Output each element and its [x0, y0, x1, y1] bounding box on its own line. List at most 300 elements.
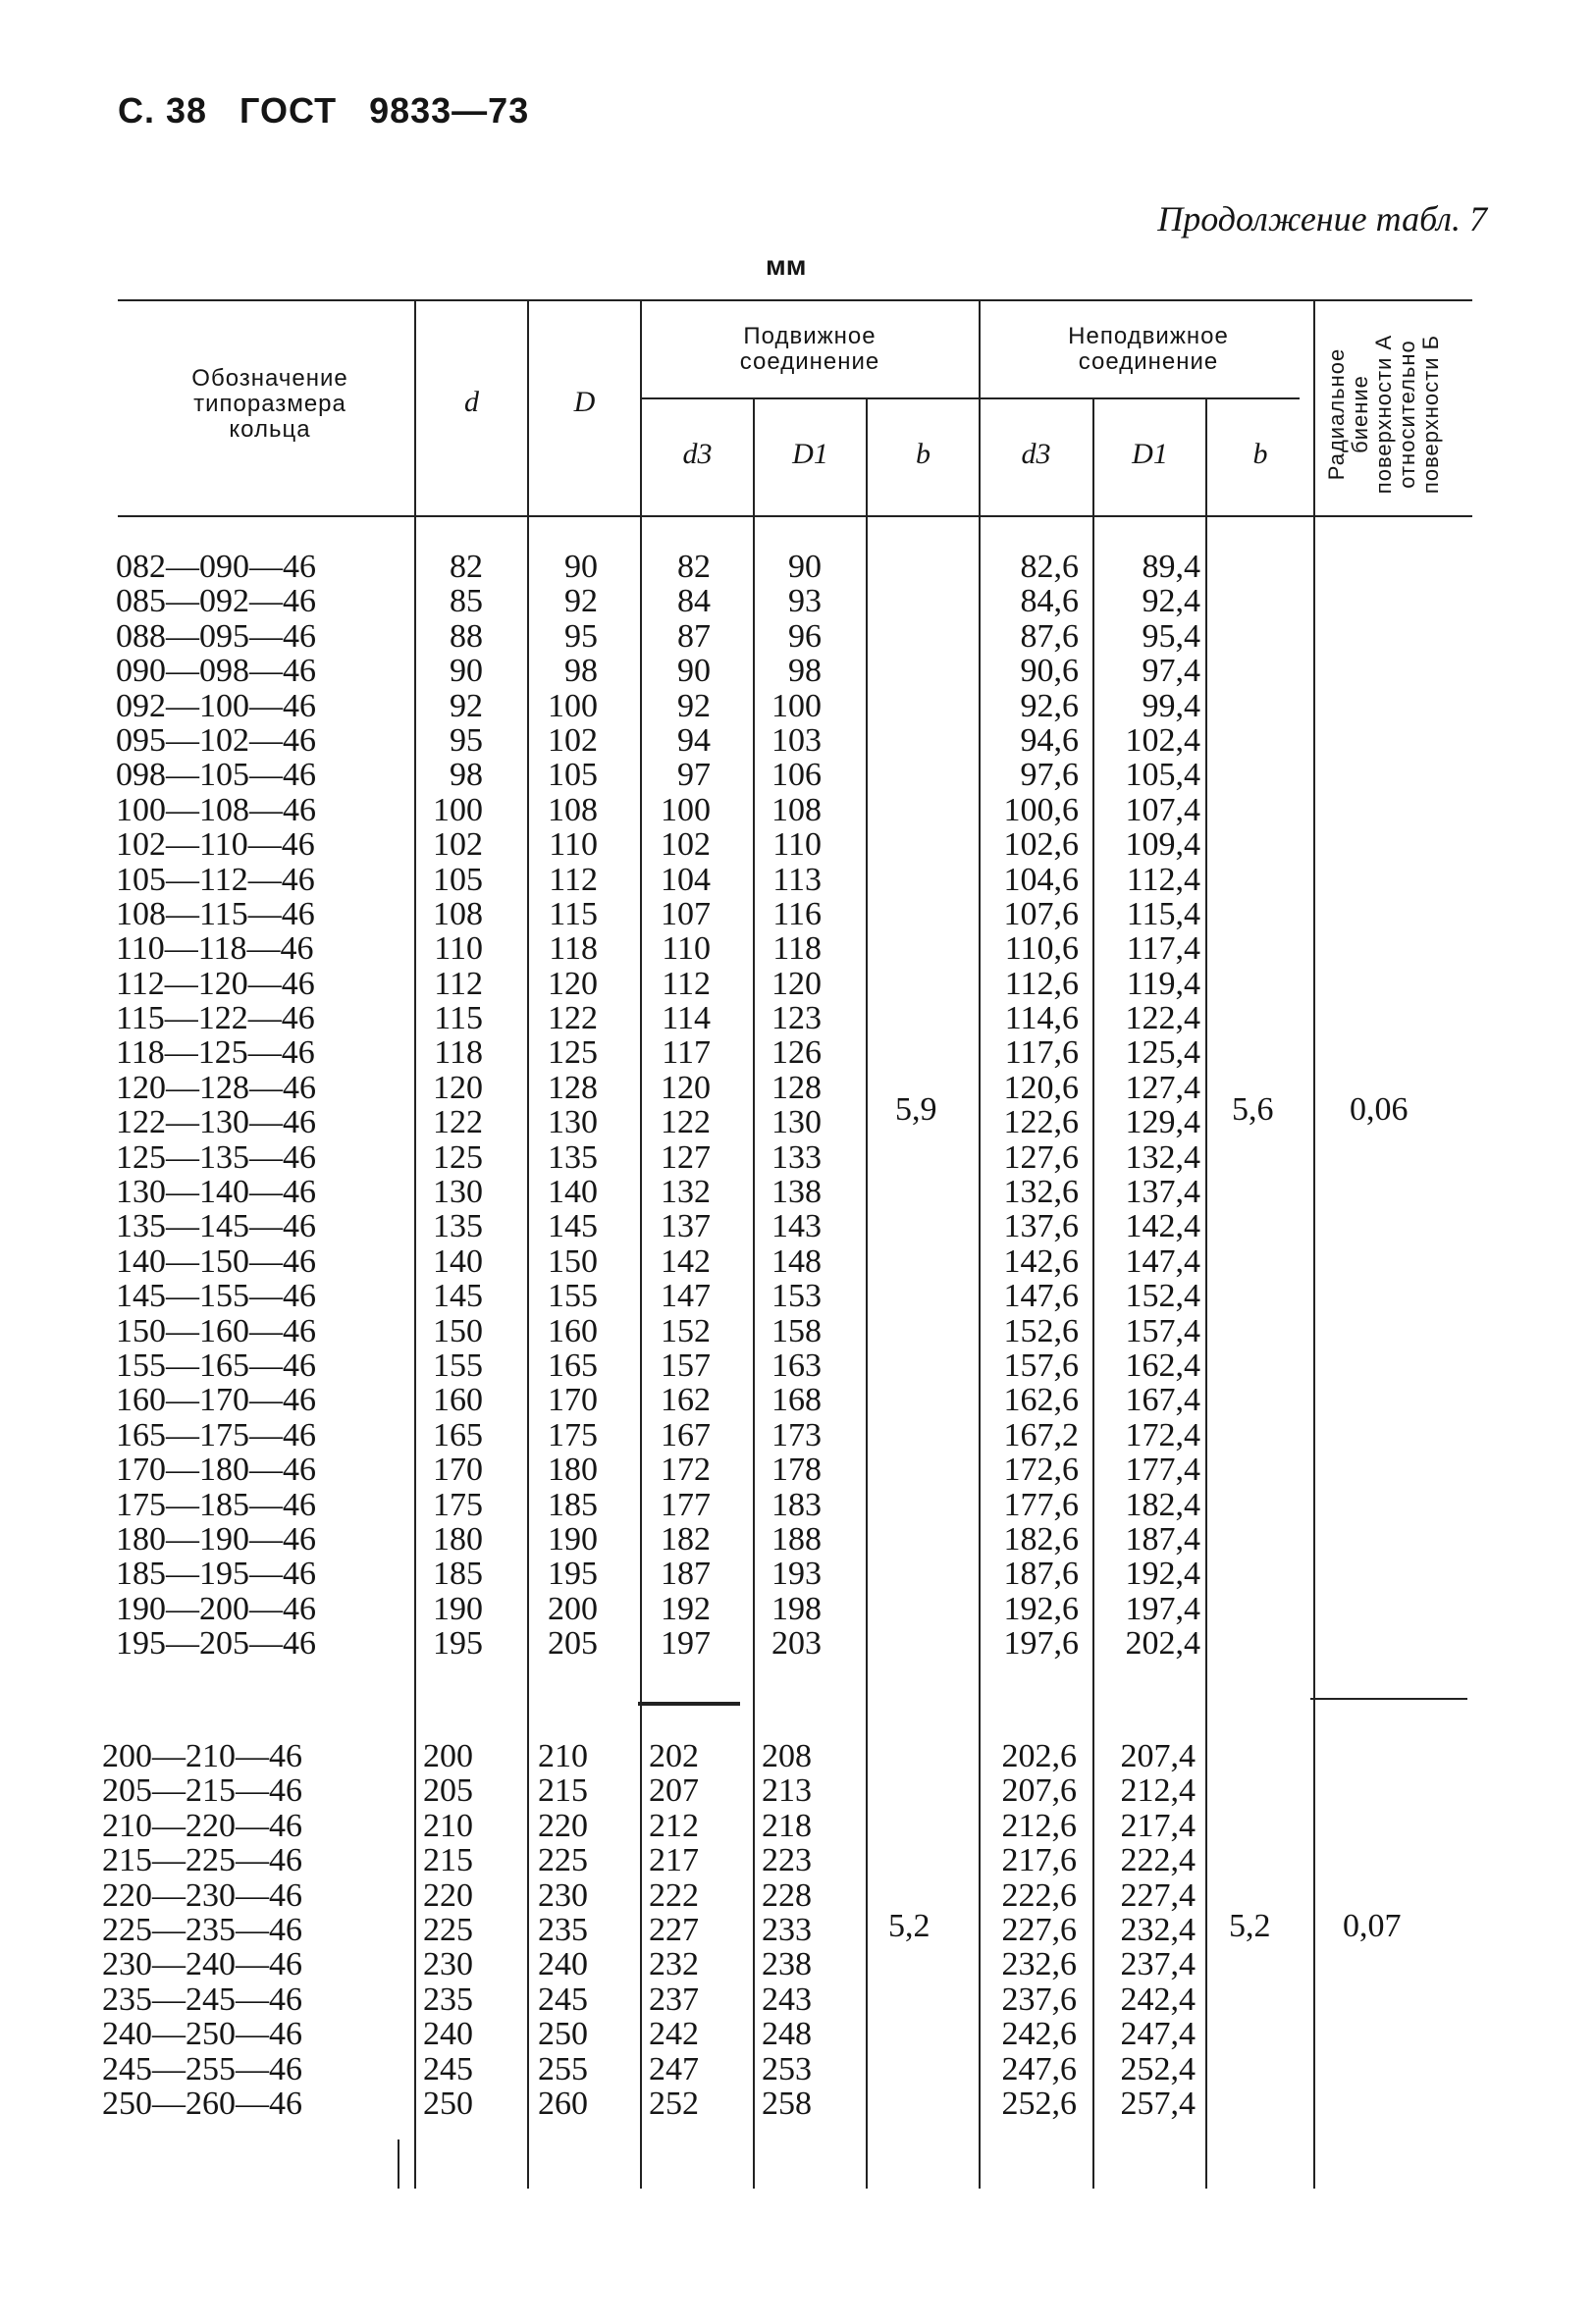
table-cell: 104,6	[1003, 861, 1079, 898]
header-fixed-b: b	[1252, 438, 1268, 470]
table-cell: 100	[661, 791, 711, 828]
group1-movable-d3-column	[642, 550, 711, 1662]
table-cell: 217,6	[1001, 1842, 1077, 1879]
table-cell: 107,4	[1125, 791, 1200, 828]
table-cell: 185	[433, 1556, 483, 1593]
table-cell: 202,4	[1125, 1625, 1200, 1663]
table-cell: 122—130—46	[116, 1104, 316, 1141]
table-cell: 145	[433, 1278, 483, 1315]
table-cell: 150—160—46	[116, 1312, 316, 1349]
table-cell: 132,4	[1125, 1138, 1200, 1176]
table-cell: 114	[662, 1000, 711, 1037]
table-cell: 157,4	[1125, 1312, 1200, 1349]
table-cell: 127	[661, 1138, 711, 1176]
table-cell: 125—135—46	[116, 1138, 316, 1176]
table-cell: 94,6	[1020, 721, 1079, 759]
table-cell: 84	[677, 583, 711, 620]
table-cell: 140—150—46	[116, 1242, 316, 1280]
table-cell: 89,4	[1142, 549, 1200, 585]
table-cell: 255	[538, 2050, 588, 2087]
table-cell: 142,4	[1125, 1208, 1200, 1245]
table-cell: 105—112—46	[116, 861, 315, 898]
group2-movable-b: 5,2	[888, 1908, 930, 1944]
table-cell: 100	[548, 687, 598, 724]
table-cell: 172,4	[1125, 1416, 1200, 1453]
table-cell: 190	[433, 1590, 483, 1627]
table-cell: 132	[661, 1174, 711, 1211]
table-cell: 95	[564, 617, 598, 655]
table-cell: 235—245—46	[102, 1981, 302, 2018]
table-cell: 105	[433, 861, 483, 898]
table-cell: 250—260—46	[102, 2085, 302, 2122]
table-cell: 115,4	[1126, 895, 1200, 932]
table-cell: 110,6	[1004, 930, 1079, 968]
table-cell: 210—220—46	[102, 1807, 302, 1844]
header-subdivision-rule	[640, 397, 1300, 399]
table-cell: 88	[450, 617, 483, 655]
table-cell: 117	[662, 1034, 711, 1072]
table-cell: 104	[661, 861, 711, 898]
table-cell: 100	[771, 687, 822, 724]
table-cell: 147	[661, 1278, 711, 1315]
table-cell: 157,6	[1003, 1347, 1079, 1384]
table-cell: 105	[548, 757, 598, 794]
group1-radial-runout: 0,06	[1350, 1091, 1409, 1128]
table-cell: 93	[788, 583, 822, 620]
table-cell: 110	[772, 826, 822, 864]
table-cell: 100	[433, 791, 483, 828]
table-cell: 162,4	[1125, 1347, 1200, 1384]
table-cell: 258	[762, 2085, 812, 2122]
table-cell: 202	[649, 1738, 699, 1774]
table-cell: 118	[549, 930, 598, 968]
table-cell: 210	[423, 1807, 473, 1844]
table-cell: 135	[548, 1138, 598, 1176]
table-top-rule	[118, 299, 1472, 301]
table-cell: 99,4	[1142, 687, 1200, 724]
table-cell: 95	[450, 721, 483, 759]
header-movable-joint: Подвижное соединение	[739, 323, 880, 375]
table-cell: 227,4	[1120, 1876, 1196, 1914]
table-cell: 105,4	[1125, 757, 1200, 794]
table-cell: 98	[564, 653, 598, 690]
table-cell: 135	[433, 1208, 483, 1245]
table-cell: 090—098—46	[116, 653, 316, 690]
table-cell: 155	[433, 1347, 483, 1384]
table-cell: 102	[433, 826, 483, 864]
group1-D-column	[529, 550, 598, 1662]
table-cell: 168	[771, 1382, 822, 1419]
table-cell: 153	[771, 1278, 822, 1315]
table-cell: 175	[433, 1486, 483, 1523]
table-cell: 252,6	[1001, 2085, 1077, 2122]
table-cell: 122,4	[1125, 1000, 1200, 1037]
table-cell: 90	[450, 653, 483, 690]
column-rule-9	[1313, 299, 1315, 2189]
table-cell: 112	[434, 965, 483, 1002]
table-cell: 130	[771, 1104, 822, 1141]
table-cell: 250	[538, 2016, 588, 2053]
table-cell: 237,6	[1001, 1981, 1077, 2018]
table-cell: 125	[548, 1034, 598, 1072]
table-cell: 240	[538, 1946, 588, 1983]
table-cell: 185—195—46	[116, 1556, 316, 1593]
table-cell: 117,4	[1126, 930, 1200, 968]
table-cell: 127,4	[1125, 1069, 1200, 1106]
table-bottom-left-tick	[398, 2139, 399, 2189]
table-cell: 147,4	[1125, 1242, 1200, 1280]
group2-fixed-D1-column	[1094, 1739, 1196, 2121]
table-cell: 112—120—46	[116, 965, 315, 1002]
group1-d-column	[416, 550, 483, 1662]
table-cell: 205—215—46	[102, 1772, 302, 1810]
table-cell: 238	[762, 1946, 812, 1983]
table-cell: 112	[662, 965, 711, 1002]
table-cell: 98	[450, 757, 483, 794]
table-cell: 225	[423, 1911, 473, 1948]
table-cell: 122	[661, 1104, 711, 1141]
table-cell: 088—095—46	[116, 617, 316, 655]
table-cell: 195—205—46	[116, 1625, 316, 1663]
table-cell: 127,6	[1003, 1138, 1079, 1176]
table-cell: 158	[771, 1312, 822, 1349]
table-cell: 222	[649, 1876, 699, 1914]
table-cell: 092—100—46	[116, 687, 316, 724]
table-cell: 148	[771, 1242, 822, 1280]
table-cell: 183	[771, 1486, 822, 1523]
table-cell: 102—110—46	[116, 826, 315, 864]
table-cell: 215	[538, 1772, 588, 1810]
table-cell: 213	[762, 1772, 812, 1810]
group2-radial-runout: 0,07	[1343, 1908, 1402, 1944]
table-cell: 114,6	[1004, 1000, 1079, 1037]
table-cell: 96	[788, 617, 822, 655]
table-cell: 218	[762, 1807, 812, 1844]
table-cell: 120,6	[1003, 1069, 1079, 1106]
table-cell: 92,6	[1020, 687, 1079, 724]
group2-fixed-d3-column	[981, 1739, 1077, 2121]
header-radial-runout: Радиальное биение поверхности А относительно поверхности Б	[1324, 334, 1443, 495]
table-cell: 138	[771, 1174, 822, 1211]
table-cell: 128	[771, 1069, 822, 1106]
table-cell: 228	[762, 1876, 812, 1914]
table-cell: 108	[548, 791, 598, 828]
table-cell: 170	[548, 1382, 598, 1419]
table-cell: 160	[548, 1312, 598, 1349]
table-cell: 90,6	[1020, 653, 1079, 690]
table-cell: 122	[433, 1104, 483, 1141]
table-cell: 92,4	[1142, 583, 1200, 620]
table-cell: 102,6	[1003, 826, 1079, 864]
table-cell: 175	[548, 1416, 598, 1453]
table-cell: 117,6	[1004, 1034, 1079, 1072]
header-fixed-d3: d3	[1021, 438, 1051, 470]
table-cell: 198	[771, 1590, 822, 1627]
table-cell: 113	[772, 861, 822, 898]
table-cell: 110—118—46	[116, 930, 314, 968]
table-cell: 115	[549, 895, 598, 932]
table-cell: 102	[548, 721, 598, 759]
table-cell: 187,6	[1003, 1556, 1079, 1593]
table-cell: 085—092—46	[116, 583, 316, 620]
table-cell: 182	[661, 1520, 711, 1558]
table-cell: 109,4	[1125, 826, 1200, 864]
group-separator-rule-right	[1310, 1698, 1467, 1700]
table-cell: 182,4	[1125, 1486, 1200, 1523]
table-cell: 215—225—46	[102, 1842, 302, 1879]
table-cell: 118—125—46	[116, 1034, 315, 1072]
group1-movable-D1-column	[755, 550, 822, 1662]
header-movable-b: b	[916, 438, 930, 470]
table-cell: 210	[538, 1738, 588, 1774]
table-cell: 192	[661, 1590, 711, 1627]
table-cell: 122	[548, 1000, 598, 1037]
header-fixed-joint: Неподвижное соединение	[1068, 323, 1229, 375]
table-cell: 195	[433, 1625, 483, 1663]
table-cell: 245	[538, 1981, 588, 2018]
table-cell: 160—170—46	[116, 1382, 316, 1419]
table-cell: 207,6	[1001, 1772, 1077, 1810]
table-cell: 245	[423, 2050, 473, 2087]
table-cell: 145—155—46	[116, 1278, 316, 1315]
table-cell: 177,4	[1125, 1452, 1200, 1489]
table-cell: 110	[549, 826, 598, 864]
table-cell: 167	[661, 1416, 711, 1453]
table-cell: 192,4	[1125, 1556, 1200, 1593]
table-cell: 116	[772, 895, 822, 932]
table-cell: 172	[661, 1452, 711, 1489]
table-cell: 242,4	[1120, 1981, 1196, 2018]
header-designation: Обозначение типоразмера кольца	[191, 365, 348, 443]
table-cell: 130	[433, 1174, 483, 1211]
table-cell: 242,6	[1001, 2016, 1077, 2053]
table-cell: 082—090—46	[116, 549, 316, 585]
table-cell: 152	[661, 1312, 711, 1349]
table-cell: 195	[548, 1556, 598, 1593]
table-cell: 252	[649, 2085, 699, 2122]
table-cell: 142	[661, 1242, 711, 1280]
table-cell: 225—235—46	[102, 1911, 302, 1948]
table-cell: 212	[649, 1807, 699, 1844]
table-cell: 115—122—46	[116, 1000, 315, 1037]
table-cell: 130—140—46	[116, 1174, 316, 1211]
table-cell: 237,4	[1120, 1946, 1196, 1983]
table-cell: 187,4	[1125, 1520, 1200, 1558]
table-cell: 107,6	[1003, 895, 1079, 932]
table-cell: 245—255—46	[102, 2050, 302, 2087]
table-cell: 193	[771, 1556, 822, 1593]
table-cell: 119,4	[1126, 965, 1200, 1002]
table-cell: 200	[423, 1738, 473, 1774]
table-cell: 215	[423, 1842, 473, 1879]
table-cell: 252,4	[1120, 2050, 1196, 2087]
table-cell: 92	[450, 687, 483, 724]
table-cell: 118	[434, 1034, 483, 1072]
table-cell: 133	[771, 1138, 822, 1176]
table-cell: 182,6	[1003, 1520, 1079, 1558]
table-cell: 129,4	[1125, 1104, 1200, 1141]
table-cell: 85	[450, 583, 483, 620]
table-cell: 90	[564, 549, 598, 585]
table-cell: 235	[423, 1981, 473, 2018]
table-cell: 217	[649, 1842, 699, 1879]
table-cell: 95,4	[1142, 617, 1200, 655]
table-cell: 106	[771, 757, 822, 794]
table-cell: 100—108—46	[116, 791, 316, 828]
table-cell: 107	[661, 895, 711, 932]
header-movable-D1: D1	[792, 438, 828, 470]
table-cell: 190—200—46	[116, 1590, 316, 1627]
table-cell: 110	[662, 930, 711, 968]
group1-fixed-D1-column	[1094, 550, 1200, 1662]
table-cell: 100,6	[1003, 791, 1079, 828]
table-cell: 84,6	[1020, 583, 1079, 620]
column-rule-5	[866, 397, 868, 2189]
group1-designation-column	[116, 550, 391, 1662]
table-cell: 112,6	[1004, 965, 1079, 1002]
column-rule-8	[1205, 397, 1207, 2189]
table-cell: 205	[423, 1772, 473, 1810]
table-cell: 94	[677, 721, 711, 759]
table-cell: 162,6	[1003, 1382, 1079, 1419]
table-cell: 90	[677, 653, 711, 690]
group2-fixed-b: 5,2	[1229, 1908, 1271, 1944]
table-cell: 223	[762, 1842, 812, 1879]
table-cell: 175—185—46	[116, 1486, 316, 1523]
table-cell: 147,6	[1003, 1278, 1079, 1315]
table-cell: 142,6	[1003, 1242, 1079, 1280]
table-cell: 180	[548, 1452, 598, 1489]
table-cell: 232	[649, 1946, 699, 1983]
table-cell: 82	[450, 549, 483, 585]
table-cell: 180	[433, 1520, 483, 1558]
table-cell: 253	[762, 2050, 812, 2087]
table-cell: 167,2	[1003, 1416, 1079, 1453]
table-cell: 145	[548, 1208, 598, 1245]
table-cell: 220—230—46	[102, 1876, 302, 1914]
table-cell: 108—115—46	[116, 895, 315, 932]
table-cell: 220	[538, 1807, 588, 1844]
table-cell: 207,4	[1120, 1738, 1196, 1774]
table-cell: 152,6	[1003, 1312, 1079, 1349]
table-cell: 137	[661, 1208, 711, 1245]
header-D: D	[573, 386, 596, 418]
table-cell: 185	[548, 1486, 598, 1523]
table-cell: 160	[433, 1382, 483, 1419]
table-cell: 232,6	[1001, 1946, 1077, 1983]
table-cell: 120	[661, 1069, 711, 1106]
table-cell: 243	[762, 1981, 812, 2018]
table-cell: 97,6	[1020, 757, 1079, 794]
group2-D-column	[529, 1739, 588, 2121]
table-cell: 230—240—46	[102, 1946, 302, 1983]
table-cell: 137,6	[1003, 1208, 1079, 1245]
table-cell: 212,6	[1001, 1807, 1077, 1844]
table-cell: 178	[771, 1452, 822, 1489]
table-cell: 237	[649, 1981, 699, 2018]
table-cell: 230	[423, 1946, 473, 1983]
table-cell: 180—190—46	[116, 1520, 316, 1558]
table-cell: 122,6	[1003, 1104, 1079, 1141]
table-cell: 112	[549, 861, 598, 898]
table-cell: 170	[433, 1452, 483, 1489]
table-cell: 102	[661, 826, 711, 864]
table-cell: 173	[771, 1416, 822, 1453]
table-cell: 108	[771, 791, 822, 828]
table-cell: 230	[538, 1876, 588, 1914]
table-cell: 197	[661, 1625, 711, 1663]
table-cell: 126	[771, 1034, 822, 1072]
table-cell: 90	[788, 549, 822, 585]
table-cell: 227	[649, 1911, 699, 1948]
table-cell: 97	[677, 757, 711, 794]
table-cell: 225	[538, 1842, 588, 1879]
table-cell: 220	[423, 1876, 473, 1914]
table-cell: 222,4	[1120, 1842, 1196, 1879]
table-cell: 242	[649, 2016, 699, 2053]
unit-label: мм	[766, 250, 807, 281]
table-cell: 110	[434, 930, 483, 968]
table-cell: 095—102—46	[116, 721, 316, 759]
group-separator-rule	[638, 1702, 740, 1706]
table-cell: 247	[649, 2050, 699, 2087]
table-cell: 112,4	[1126, 861, 1200, 898]
table-cell: 120	[433, 1069, 483, 1106]
group2-d-column	[416, 1739, 473, 2121]
table-cell: 125	[433, 1138, 483, 1176]
table-cell: 120—128—46	[116, 1069, 316, 1106]
table-cell: 165	[433, 1416, 483, 1453]
table-cell: 140	[548, 1174, 598, 1211]
table-cell: 87,6	[1020, 617, 1079, 655]
table-cell: 235	[538, 1911, 588, 1948]
table-cell: 143	[771, 1208, 822, 1245]
table-cell: 162	[661, 1382, 711, 1419]
table-cell: 177,6	[1003, 1486, 1079, 1523]
table-cell: 233	[762, 1911, 812, 1948]
table-cell: 217,4	[1120, 1807, 1196, 1844]
table-cell: 120	[771, 965, 822, 1002]
group2-movable-D1-column	[755, 1739, 812, 2121]
group1-movable-b: 5,9	[895, 1091, 937, 1128]
table-cell: 197,4	[1125, 1590, 1200, 1627]
table-cell: 125,4	[1125, 1034, 1200, 1072]
header-fixed-D1: D1	[1132, 438, 1168, 470]
table-cell: 192,6	[1003, 1590, 1079, 1627]
table-cell: 92	[564, 583, 598, 620]
table-cell: 150	[548, 1242, 598, 1280]
header-movable-d3: d3	[682, 438, 713, 470]
table-cell: 240—250—46	[102, 2016, 302, 2053]
table-cell: 177	[661, 1486, 711, 1523]
table-cell: 197,6	[1003, 1625, 1079, 1663]
table-cell: 222,6	[1001, 1876, 1077, 1914]
table-cell: 165—175—46	[116, 1416, 316, 1453]
table-cell: 203	[771, 1625, 822, 1663]
table-cell: 165	[548, 1347, 598, 1384]
table-cell: 87	[677, 617, 711, 655]
table-cell: 128	[548, 1069, 598, 1106]
table-cell: 92	[677, 687, 711, 724]
table-cell: 240	[423, 2016, 473, 2053]
table-cell: 118	[772, 930, 822, 968]
page-header: С. 38 ГОСТ 9833—73	[118, 90, 530, 131]
table-cell: 232,4	[1120, 1911, 1196, 1948]
table-cell: 190	[548, 1520, 598, 1558]
table-cell: 247,4	[1120, 2016, 1196, 2053]
table-cell: 187	[661, 1556, 711, 1593]
table-cell: 098—105—46	[116, 757, 316, 794]
